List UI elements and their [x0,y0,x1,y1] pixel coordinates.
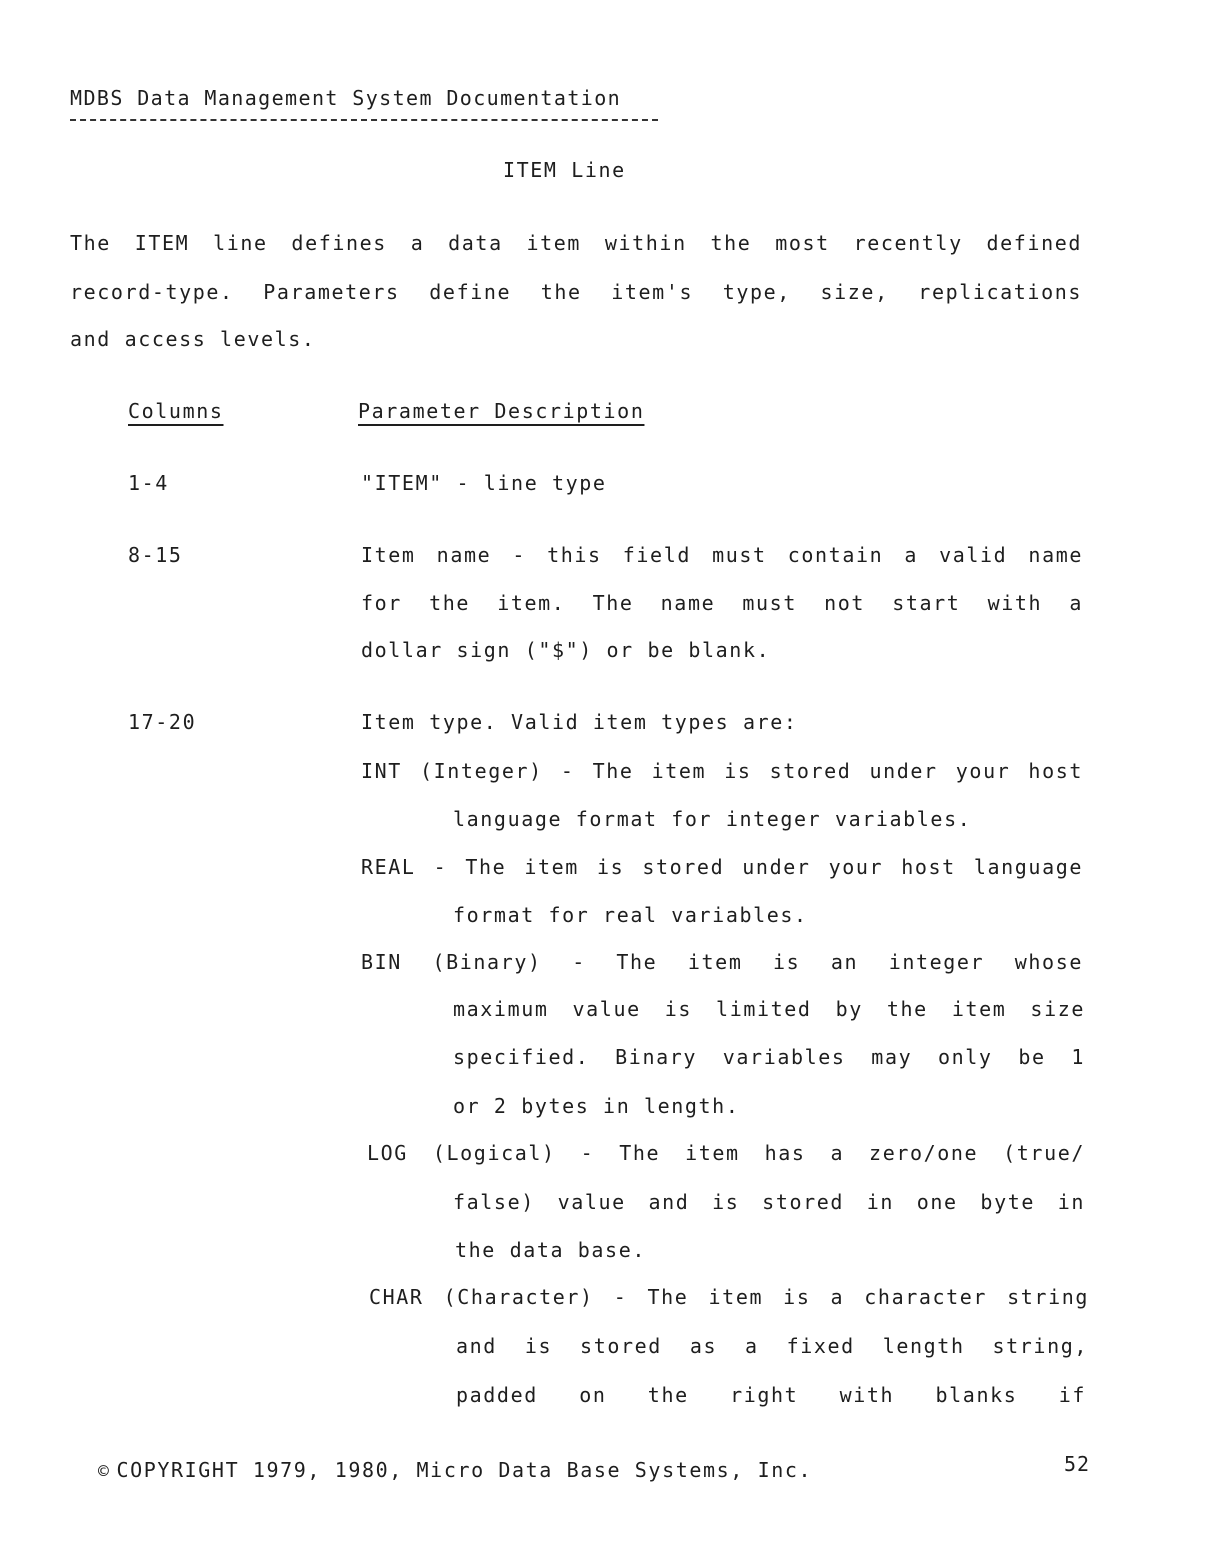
intro-line-2: record-type. Parameters define the item's type, size, replications [70,280,1082,304]
type-log-line-2: false) value and is stored in one byte in [453,1190,1085,1214]
type-int-line-1: INT (Integer) - The item is stored under your host [361,759,1083,783]
intro-line-3: and access levels. [70,327,316,351]
row-columns-17-20: 17-20 [128,710,197,734]
document-header-title: MDBS Data Management System Documentation [70,86,622,110]
page-number: 52 [1064,1452,1091,1476]
type-char-line-1: CHAR (Character) - The item is a character string [369,1285,1089,1309]
type-bin-line-3: specified. Binary variables may only be 1 [453,1045,1085,1069]
copyright-text: COPYRIGHT 1979, 1980, Micro Data Base Systems, Inc. [116,1458,813,1482]
row-2-description-line-2: for the item. The name must not start with a [361,591,1083,615]
footer-copyright [98,1458,812,1484]
type-log-line-1: LOG (Logical) - The item has a zero/one (true/ [367,1141,1085,1165]
section-title: ITEM Line [503,158,626,182]
row-1-description: "ITEM" - line type [361,471,607,495]
row-2-description-line-3: dollar sign ("$") or be blank. [361,638,771,662]
header-dashed-rule [70,119,658,121]
row-2-description-line-1: Item name - this field must contain a valid name [361,543,1083,567]
type-char-line-2: and is stored as a fixed length string, [456,1334,1088,1358]
type-log-line-3: the data base. [455,1238,646,1262]
row-columns-8-15: 8-15 [128,543,183,567]
type-bin-line-4: or 2 bytes in length. [453,1094,740,1118]
type-real-line-1: REAL - The item is stored under your host language [361,855,1083,879]
copyright-symbol: © [98,1461,111,1482]
parameter-description-header: Parameter Description [358,399,645,423]
columns-header: Columns [128,399,224,423]
intro-line-1: The ITEM line defines a data item within the most recently defined [70,231,1082,255]
type-bin-line-1: BIN (Binary) - The item is an integer whose [361,950,1083,974]
type-bin-line-2: maximum value is limited by the item size [453,997,1085,1021]
type-real-line-2: format for real variables. [453,903,808,927]
item-type-intro: Item type. Valid item types are: [361,710,798,734]
type-int-line-2: language format for integer variables. [453,807,972,831]
type-char-line-3: padded on the right with blanks if [456,1383,1086,1407]
row-columns-1-4: 1-4 [128,471,169,495]
